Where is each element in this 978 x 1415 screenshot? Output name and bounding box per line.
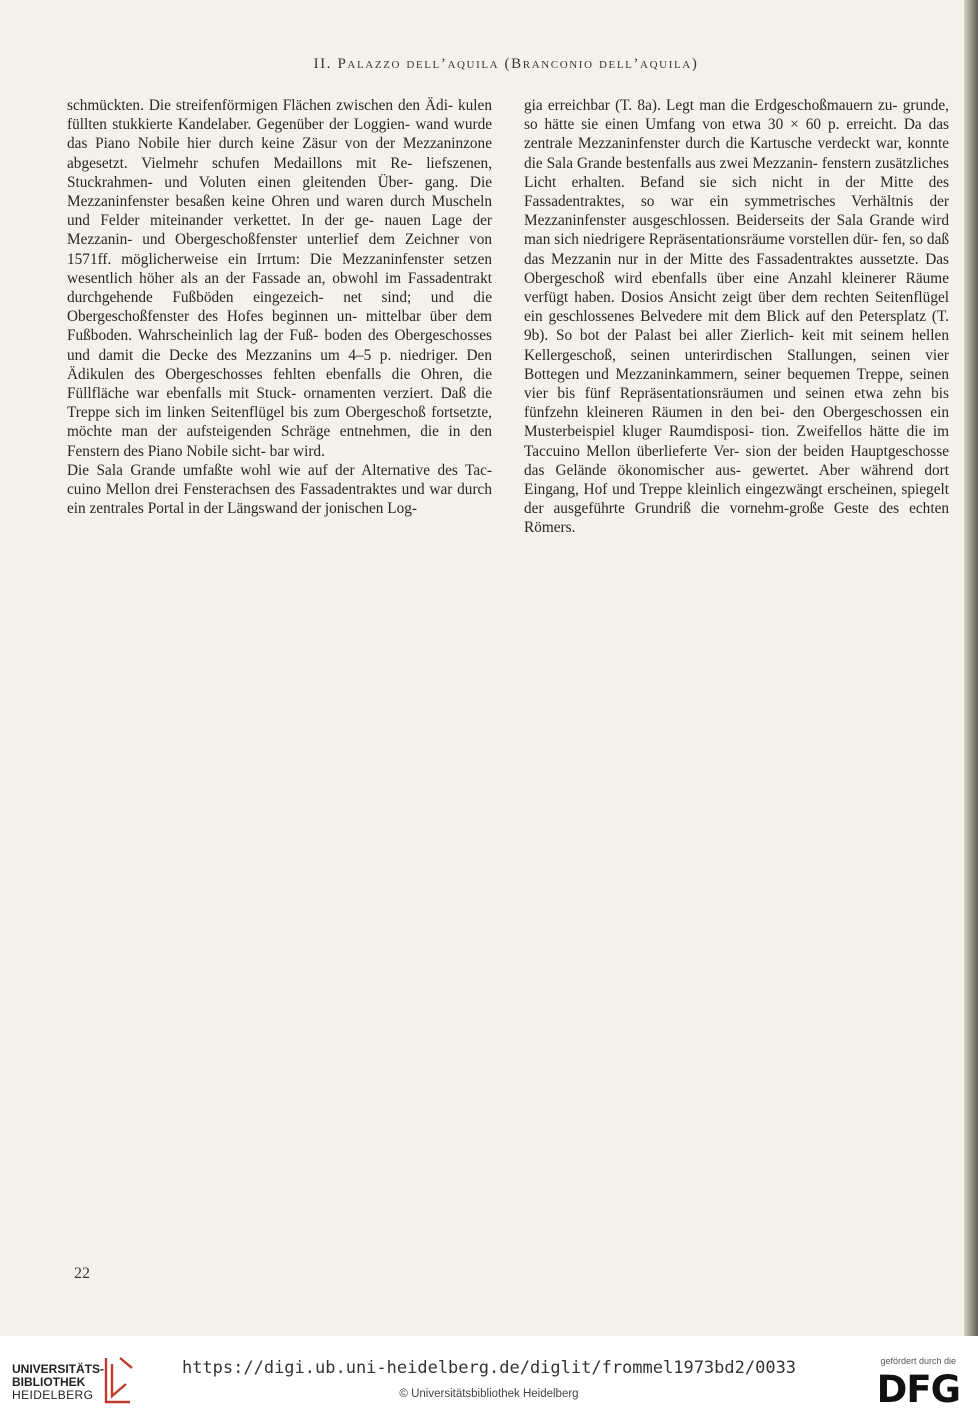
dfg-logo: DFG (876, 1368, 960, 1411)
page-number: 22 (74, 1265, 90, 1282)
running-head: II. Palazzo dell’aquila (Branconio dell’aquila) (313, 56, 699, 72)
left-text-column (67, 96, 492, 518)
library-name-line-3: HEIDELBERG (12, 1388, 94, 1402)
library-name-line-1: UNIVERSITÄTS- (12, 1362, 105, 1376)
left-paragraph-1: schmückten. Die streifenförmigen Flächen zwischen den Ädi- kulen füllten stukkierte Kandelaber. Gegenüber der Loggien- wand wurde das Piano Nobile hier durch keine Zäsur von der Mezzaninzone abgesetzt. Vielmehr schufen Medaillons mit Re- liefszenen, Stuckrahmen- und Voluten einen gleitenden Über- gang. Die Mezzaninfenster besaßen keine Ohren und waren durch Muscheln und Felder miteinander verkettet. In der ge- nauen Lage der Mezzanin- und Obergeschoßfenster unterlief dem Zeichner von 1571ff. möglicherweise ein Irrtum: Die Mezzaninfenster setzen wesentlich höher als an der Fassade an, obwohl im Fassadentrakt durchgehende Fußböden eingezeich- net sind; und die Obergeschoßfenster des Hofes beginnen un- mittelbar über dem Fußboden. Wahrscheinlich lag der Fuß- boden des Obergeschosses und damit die Decke des Mezzanins um 4–5 p. niedriger. Den Ädikulen des Obergeschosses fehlten ebenfalls die Ohren, die Füllfläche war ebenfalls mit Stuck- ornamenten verziert. Daß die Treppe sich im linken Seitenflügel bis zum Obergeschoß fortsetzte, möchte man der aufsteigenden Schräge entnehmen, die in den Fenstern des Piano Nobile sicht- bar wird. (67, 97, 493, 460)
source-url-link[interactable]: https://digi.ub.uni-heidelberg.de/diglit/frommel1973bd2/0033 (181, 1358, 797, 1378)
right-paragraph-1: gia erreichbar (T. 8a). Legt man die Erdgeschoßmauern zu- grunde, so hätte sie einen Umfang von etwa 30 × 60 p. erreicht. Da das zentrale Mezzaninfenster durch die Kartusche verdeckt war, konnte die Sala Grande bestenfalls aus zwei Mezzanin- fenstern zusätzliches Licht erhalten. Befand sie sich nicht in der Mitte des Fassadentraktes, so war ein symmetrisches Verhältnis der Mezzaninfenster ausgeschlossen. Beiderseits der Sala Grande wird man sich niedrigere Repräsentationsräume vorstellen dür- fen, so daß das Mezzanin nur in der Mitte des Fassadentraktes aussetzte. Das Obergeschoß wird ebenfalls über eine Anzahl kleinerer Räume verfügt haben. Dosios Ansicht zeigt über dem rechten Seitenflügel ein geschlossenes Belvedere mit dem Blick auf den Petersplatz (T. 9b). So bot der Palast bei aller Zierlich- keit mit seinem hellen Kellergeschoß, seinen unterirdischen Stallungen, seinen vier Bottegen und Mezzaninkammern, seiner bequemen Treppe, seinen vier bis fünf Repräsentationsräumen und seinen etwa zehn bis fünfzehn kleineren Räumen in den bei- den Obergeschossen ein Musterbeispiel kluger Raumdisposi- tion. Zweifellos hätte die im Taccuino Mellon überlieferte Ver- sion der beiden Hauptgeschosse das Gelände ökonomischer aus- gewertet. Aber während dort Eingang, Hof und Treppe kleinlich eingezwängt erscheinen, spiegelt der ausgeführte Grundriß die vornehm-große Geste des echten Römers. (524, 97, 950, 537)
page-edge (964, 0, 978, 1336)
right-text-column (524, 96, 949, 538)
left-paragraph-2: Die Sala Grande umfaßte wohl wie auf der Alternative des Tac- cuino Mellon drei Fensterachsen des Fassadentraktes und war durch ein zentrales Portal in der Längswand der jonischen Log- (67, 461, 492, 518)
footer-bar (0, 1336, 978, 1415)
sponsor-text: gefördert durch die (880, 1356, 956, 1366)
copyright-notice: © Universitätsbibliothek Heidelberg (399, 1388, 579, 1400)
library-name-line-2: BIBLIOTHEK (12, 1375, 86, 1389)
